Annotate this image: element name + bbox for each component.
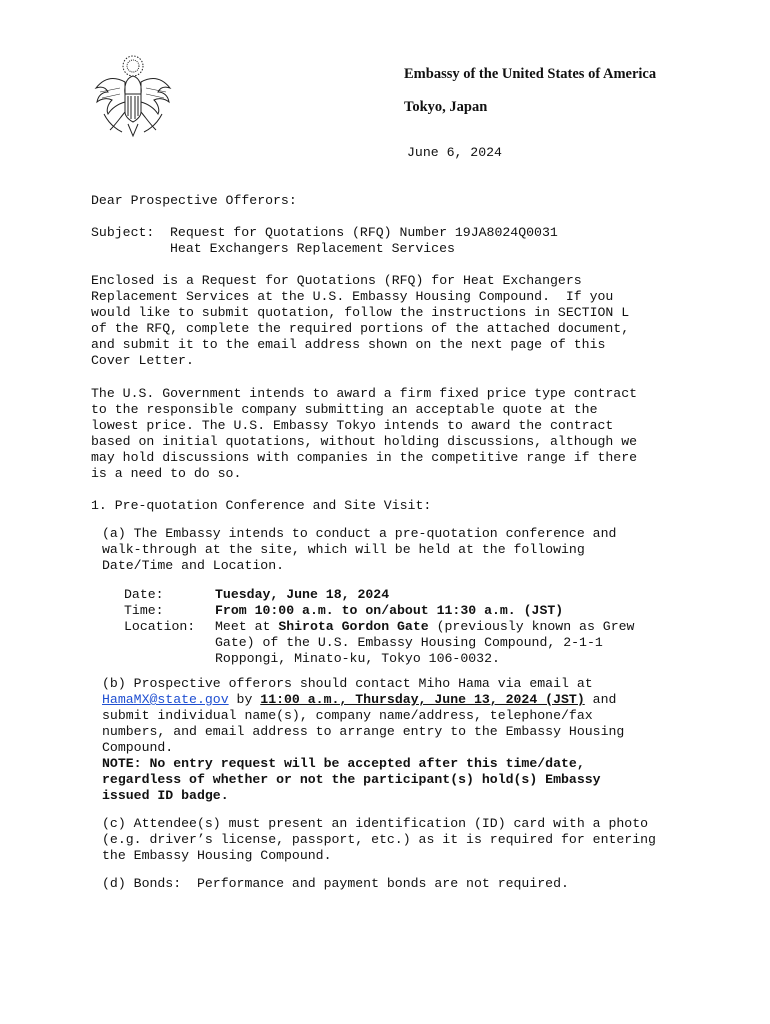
subject-label: Subject: <box>91 225 155 240</box>
paragraph-line: The U.S. Government intends to award a firm fixed price type contract <box>91 386 638 401</box>
note-line-1: NOTE: No entry request will be accepted after this time/date, <box>102 756 585 771</box>
paragraph-line: Replacement Services at the U.S. Embassy Housing Compound. If you <box>91 289 614 304</box>
great-seal-eagle-icon <box>92 52 174 138</box>
item-b-line-4: numbers, and email address to arrange entry to the Embassy Housing <box>102 724 625 739</box>
item-a-line: walk-through at the site, which will be held at the following <box>102 542 585 557</box>
embassy-name: Embassy of the United States of America <box>404 66 657 82</box>
paragraph-line: based on initial quotations, without holding discussions, although we <box>91 434 638 449</box>
by-text: by <box>228 692 261 707</box>
location-label: Location: <box>124 619 196 634</box>
salutation: Dear Prospective Offerors: <box>91 193 297 208</box>
item-c-line: (e.g. driver’s license, passport, etc.) as it is required for entering <box>102 832 656 847</box>
paragraph-line: would like to submit quotation, follow the instructions in SECTION L <box>91 305 630 320</box>
paragraph-line: of the RFQ, complete the required portions of the attached document, <box>91 321 630 336</box>
note-line-3: issued ID badge. <box>102 788 229 803</box>
item-b-line-3: submit individual name(s), company name/address, telephone/fax <box>102 708 593 723</box>
paragraph-line: lowest price. The U.S. Embassy Tokyo intends to award the contract <box>91 418 614 433</box>
note-line-2: regardless of whether or not the participant(s) hold(s) Embassy <box>102 772 601 787</box>
deadline-text: 11:00 a.m., Thursday, June 13, 2024 (JST) <box>260 692 585 707</box>
paragraph-line: may hold discussions with companies in the competitive range if there <box>91 450 638 465</box>
location-value-line-2: Gate) of the U.S. Embassy Housing Compound, 2-1-1 <box>215 635 603 650</box>
location-gate: Shirota Gordon Gate <box>278 619 429 634</box>
paragraph-line: to the responsible company submitting an acceptable quote at the <box>91 402 598 417</box>
time-label: Time: <box>124 603 164 618</box>
item-a-line: Date/Time and Location. <box>102 558 285 573</box>
location-value-line-3: Roppongi, Minato-ku, Tokyo 106-0032. <box>215 651 500 666</box>
paragraph-line: and submit it to the email address shown on the next page of this <box>91 337 606 352</box>
date-label: Date: <box>124 587 164 602</box>
item-b-line-2 <box>102 692 616 708</box>
section-heading: 1. Pre-quotation Conference and Site Visit: <box>91 498 432 513</box>
item-d: (d) Bonds: Performance and payment bonds are not required. <box>102 876 569 891</box>
location-value-line-1 <box>215 619 634 635</box>
paragraph-line: Enclosed is a Request for Quotations (RFQ) for Heat Exchangers <box>91 273 582 288</box>
subject-line-2: Heat Exchangers Replacement Services <box>170 241 455 256</box>
location-prefix: Meet at <box>215 619 279 634</box>
item-b-line-1: (b) Prospective offerors should contact Miho Hama via email at <box>102 676 593 691</box>
location-rest: (previously known as Grew <box>428 619 635 634</box>
embassy-city: Tokyo, Japan <box>404 99 488 115</box>
item-b-line-5: Compound. <box>102 740 174 755</box>
subject-line-1: Request for Quotations (RFQ) Number 19JA8024Q0031 <box>170 225 558 240</box>
item-c-line: the Embassy Housing Compound. <box>102 848 332 863</box>
paragraph-line: Cover Letter. <box>91 353 194 368</box>
date-value: Tuesday, June 18, 2024 <box>215 587 390 602</box>
email-link[interactable]: HamaMX@state.gov <box>102 692 229 707</box>
paragraph-line: is a need to do so. <box>91 466 242 481</box>
item-c-line: (c) Attendee(s) must present an identification (ID) card with a photo <box>102 816 649 831</box>
item-a-line: (a) The Embassy intends to conduct a pre-quotation conference and <box>102 526 617 541</box>
letter-date: June 6, 2024 <box>407 145 502 160</box>
and-text: and <box>584 692 617 707</box>
time-value: From 10:00 a.m. to on/about 11:30 a.m. (JST) <box>215 603 564 618</box>
